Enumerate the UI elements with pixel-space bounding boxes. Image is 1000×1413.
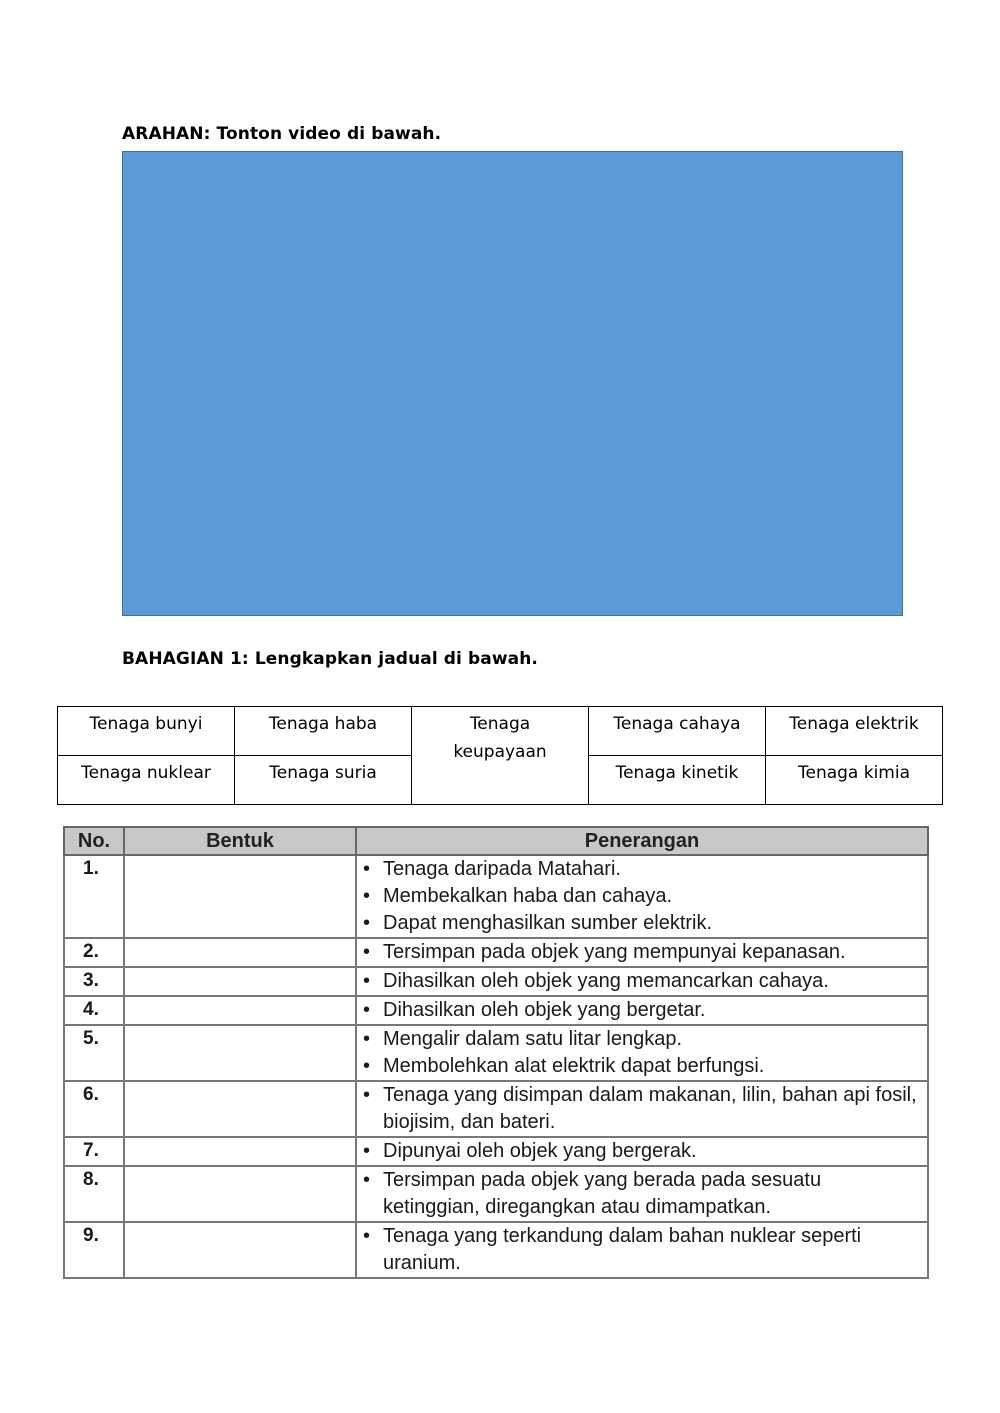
table-row xyxy=(64,1222,928,1278)
word-bank-item: Tenaga cahaya xyxy=(589,707,766,756)
penerangan-cell xyxy=(356,1166,928,1222)
instruction-heading: ARAHAN: Tonton video di bawah. xyxy=(122,124,442,144)
bentuk-answer-cell[interactable] xyxy=(124,1025,356,1081)
row-number: 6. xyxy=(64,1081,124,1137)
video-player[interactable] xyxy=(122,151,903,616)
description-list xyxy=(363,1082,923,1136)
description-item: • Tenaga yang disimpan dalam makanan, lilin, bahan api fosil, biojisim, dan bateri. xyxy=(363,1082,923,1136)
table-row xyxy=(64,1025,928,1081)
description-item: • Dipunyai oleh objek yang bergerak. xyxy=(363,1138,923,1165)
table-row xyxy=(64,1166,928,1222)
description-list xyxy=(363,1138,923,1165)
table-row xyxy=(64,1081,928,1137)
row-number: 9. xyxy=(64,1222,124,1278)
row-number: 4. xyxy=(64,996,124,1025)
bentuk-answer-cell[interactable] xyxy=(124,855,356,938)
penerangan-cell xyxy=(356,855,928,938)
penerangan-cell xyxy=(356,1081,928,1137)
word-bank-item: Tenaga haba xyxy=(235,707,412,756)
header-penerangan: Penerangan xyxy=(356,827,928,855)
table-row xyxy=(64,996,928,1025)
table-body xyxy=(64,855,928,1278)
description-item: • Tersimpan pada objek yang mempunyai kepanasan. xyxy=(363,939,923,966)
description-item: • Membekalkan haba dan cahaya. xyxy=(363,883,923,910)
word-bank-item: Tenaga bunyi xyxy=(58,707,235,756)
row-number: 7. xyxy=(64,1137,124,1166)
bentuk-answer-cell[interactable] xyxy=(124,996,356,1025)
description-list xyxy=(363,1167,923,1221)
header-no: No. xyxy=(64,827,124,855)
row-number: 3. xyxy=(64,967,124,996)
penerangan-cell xyxy=(356,1222,928,1278)
bentuk-answer-cell[interactable] xyxy=(124,1137,356,1166)
bentuk-answer-cell[interactable] xyxy=(124,1166,356,1222)
penerangan-cell xyxy=(356,1137,928,1166)
description-item: • Tenaga daripada Matahari. xyxy=(363,856,923,883)
word-bank-item: Tenaga nuklear xyxy=(58,756,235,805)
description-item: • Tersimpan pada objek yang berada pada sesuatu ketinggian, diregangkan atau dimampatkan. xyxy=(363,1167,923,1221)
table-row xyxy=(64,1137,928,1166)
penerangan-cell xyxy=(356,1025,928,1081)
energy-forms-table xyxy=(63,826,929,1279)
description-list xyxy=(363,1026,923,1080)
row-number: 5. xyxy=(64,1025,124,1081)
word-bank-item: Tenaga suria xyxy=(235,756,412,805)
table-row xyxy=(64,855,928,938)
row-number: 1. xyxy=(64,855,124,938)
penerangan-cell xyxy=(356,938,928,967)
bentuk-answer-cell[interactable] xyxy=(124,967,356,996)
penerangan-cell xyxy=(356,967,928,996)
word-bank-item: Tenaga kimia xyxy=(766,756,943,805)
description-list xyxy=(363,997,923,1024)
description-item: • Dihasilkan oleh objek yang bergetar. xyxy=(363,997,923,1024)
table-row xyxy=(64,938,928,967)
table-row xyxy=(64,967,928,996)
bentuk-answer-cell[interactable] xyxy=(124,1222,356,1278)
description-list xyxy=(363,856,923,937)
word-bank-item: Tenaga kinetik xyxy=(589,756,766,805)
description-list xyxy=(363,968,923,995)
description-list xyxy=(363,1223,923,1277)
bentuk-answer-cell[interactable] xyxy=(124,938,356,967)
bentuk-answer-cell[interactable] xyxy=(124,1081,356,1137)
word-bank-item: Tenaga elektrik xyxy=(766,707,943,756)
row-number: 8. xyxy=(64,1166,124,1222)
section-1-heading: BAHAGIAN 1: Lengkapkan jadual di bawah. xyxy=(122,649,538,669)
description-item: • Mengalir dalam satu litar lengkap. xyxy=(363,1026,923,1053)
description-list xyxy=(363,939,923,966)
word-bank-table xyxy=(57,706,943,805)
description-item: • Dihasilkan oleh objek yang memancarkan cahaya. xyxy=(363,968,923,995)
word-bank-item: Tenaga keupayaan xyxy=(412,707,589,805)
penerangan-cell xyxy=(356,996,928,1025)
description-item: • Membolehkan alat elektrik dapat berfungsi. xyxy=(363,1053,923,1080)
description-item: • Tenaga yang terkandung dalam bahan nuklear seperti uranium. xyxy=(363,1223,923,1277)
header-bentuk: Bentuk xyxy=(124,827,356,855)
row-number: 2. xyxy=(64,938,124,967)
description-item: • Dapat menghasilkan sumber elektrik. xyxy=(363,910,923,937)
